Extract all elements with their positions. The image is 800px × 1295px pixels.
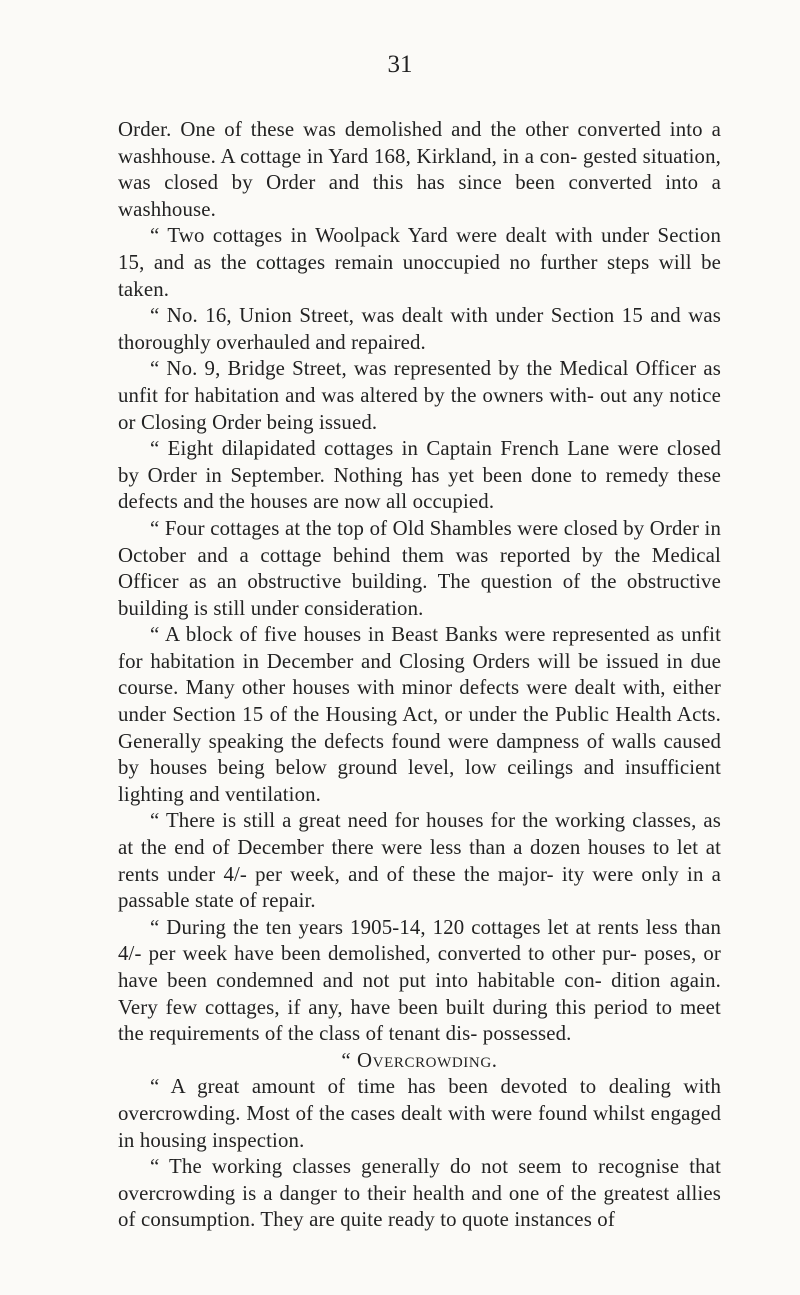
paragraph: “ Eight dilapidated cottages in Captain French Lane were closed by Order in September. Nothing has yet been done to remedy these defects and the houses are now all occupied. — [118, 437, 721, 514]
paragraph: “ During the ten years 1905-14, 120 cottages let at rents less than 4/- per week have been demolished, converted to other pur- poses, or have been condemned and not put into habitable con- dition again. Very few cottages, if any, have been built during this period to meet the requirements of the class of tenant dis- possessed. — [118, 915, 721, 1046]
paragraph: “ The working classes generally do not seem to recognise that overcrowding is a danger to their health and one of the greatest allies of consumption. They are quite ready to quote instances of — [118, 1155, 721, 1232]
paragraph: “ A block of five houses in Beast Banks were represented as unfit for habitation in December and Closing Orders will be issued in due course. Many other houses with minor defects were dealt with, either under Section 15 of the Housing Act, or under the Public Health Acts. Generally speaking the defects found were dampness of walls caused by houses being below ground level, low ceilings and insufficient lighting and ventilation. — [118, 623, 721, 806]
page-number: 31 — [387, 51, 413, 78]
paragraph: “ There is still a great need for houses for the working classes, as at the end of December there were less than a dozen houses to let at rents under 4/- per week, and of these the major- ity were only in a passable state of repair. — [118, 809, 721, 913]
paragraph: “ No. 9, Bridge Street, was represented by the Medical Officer as unfit for habitation and was altered by the owners with- out any notice or Closing Order being issued. — [118, 357, 721, 434]
section-heading: “ Overcrowding. — [341, 1048, 498, 1072]
body-text — [118, 117, 721, 1234]
paragraph: “ Two cottages in Woolpack Yard were dealt with under Section 15, and as the cottages remain unoccupied no further steps will be taken. — [118, 224, 721, 301]
paragraph: “ A great amount of time has been devoted to dealing with overcrowding. Most of the cases dealt with were found whilst engaged in housing inspection. — [118, 1075, 721, 1152]
paragraph: “ No. 16, Union Street, was dealt with under Section 15 and was thoroughly overhauled and repaired. — [118, 304, 721, 354]
paragraph: “ Four cottages at the top of Old Shambles were closed by Order in October and a cottage behind them was reported by the Medical Officer as an obstructive building. The question of the obstructive building is still under consideration. — [118, 516, 721, 620]
paragraph: Order. One of these was demolished and the other converted into a washhouse. A cottage in Yard 168, Kirkland, in a con- gested situation, was closed by Order and this has since been converted into a washhouse. — [118, 118, 721, 221]
